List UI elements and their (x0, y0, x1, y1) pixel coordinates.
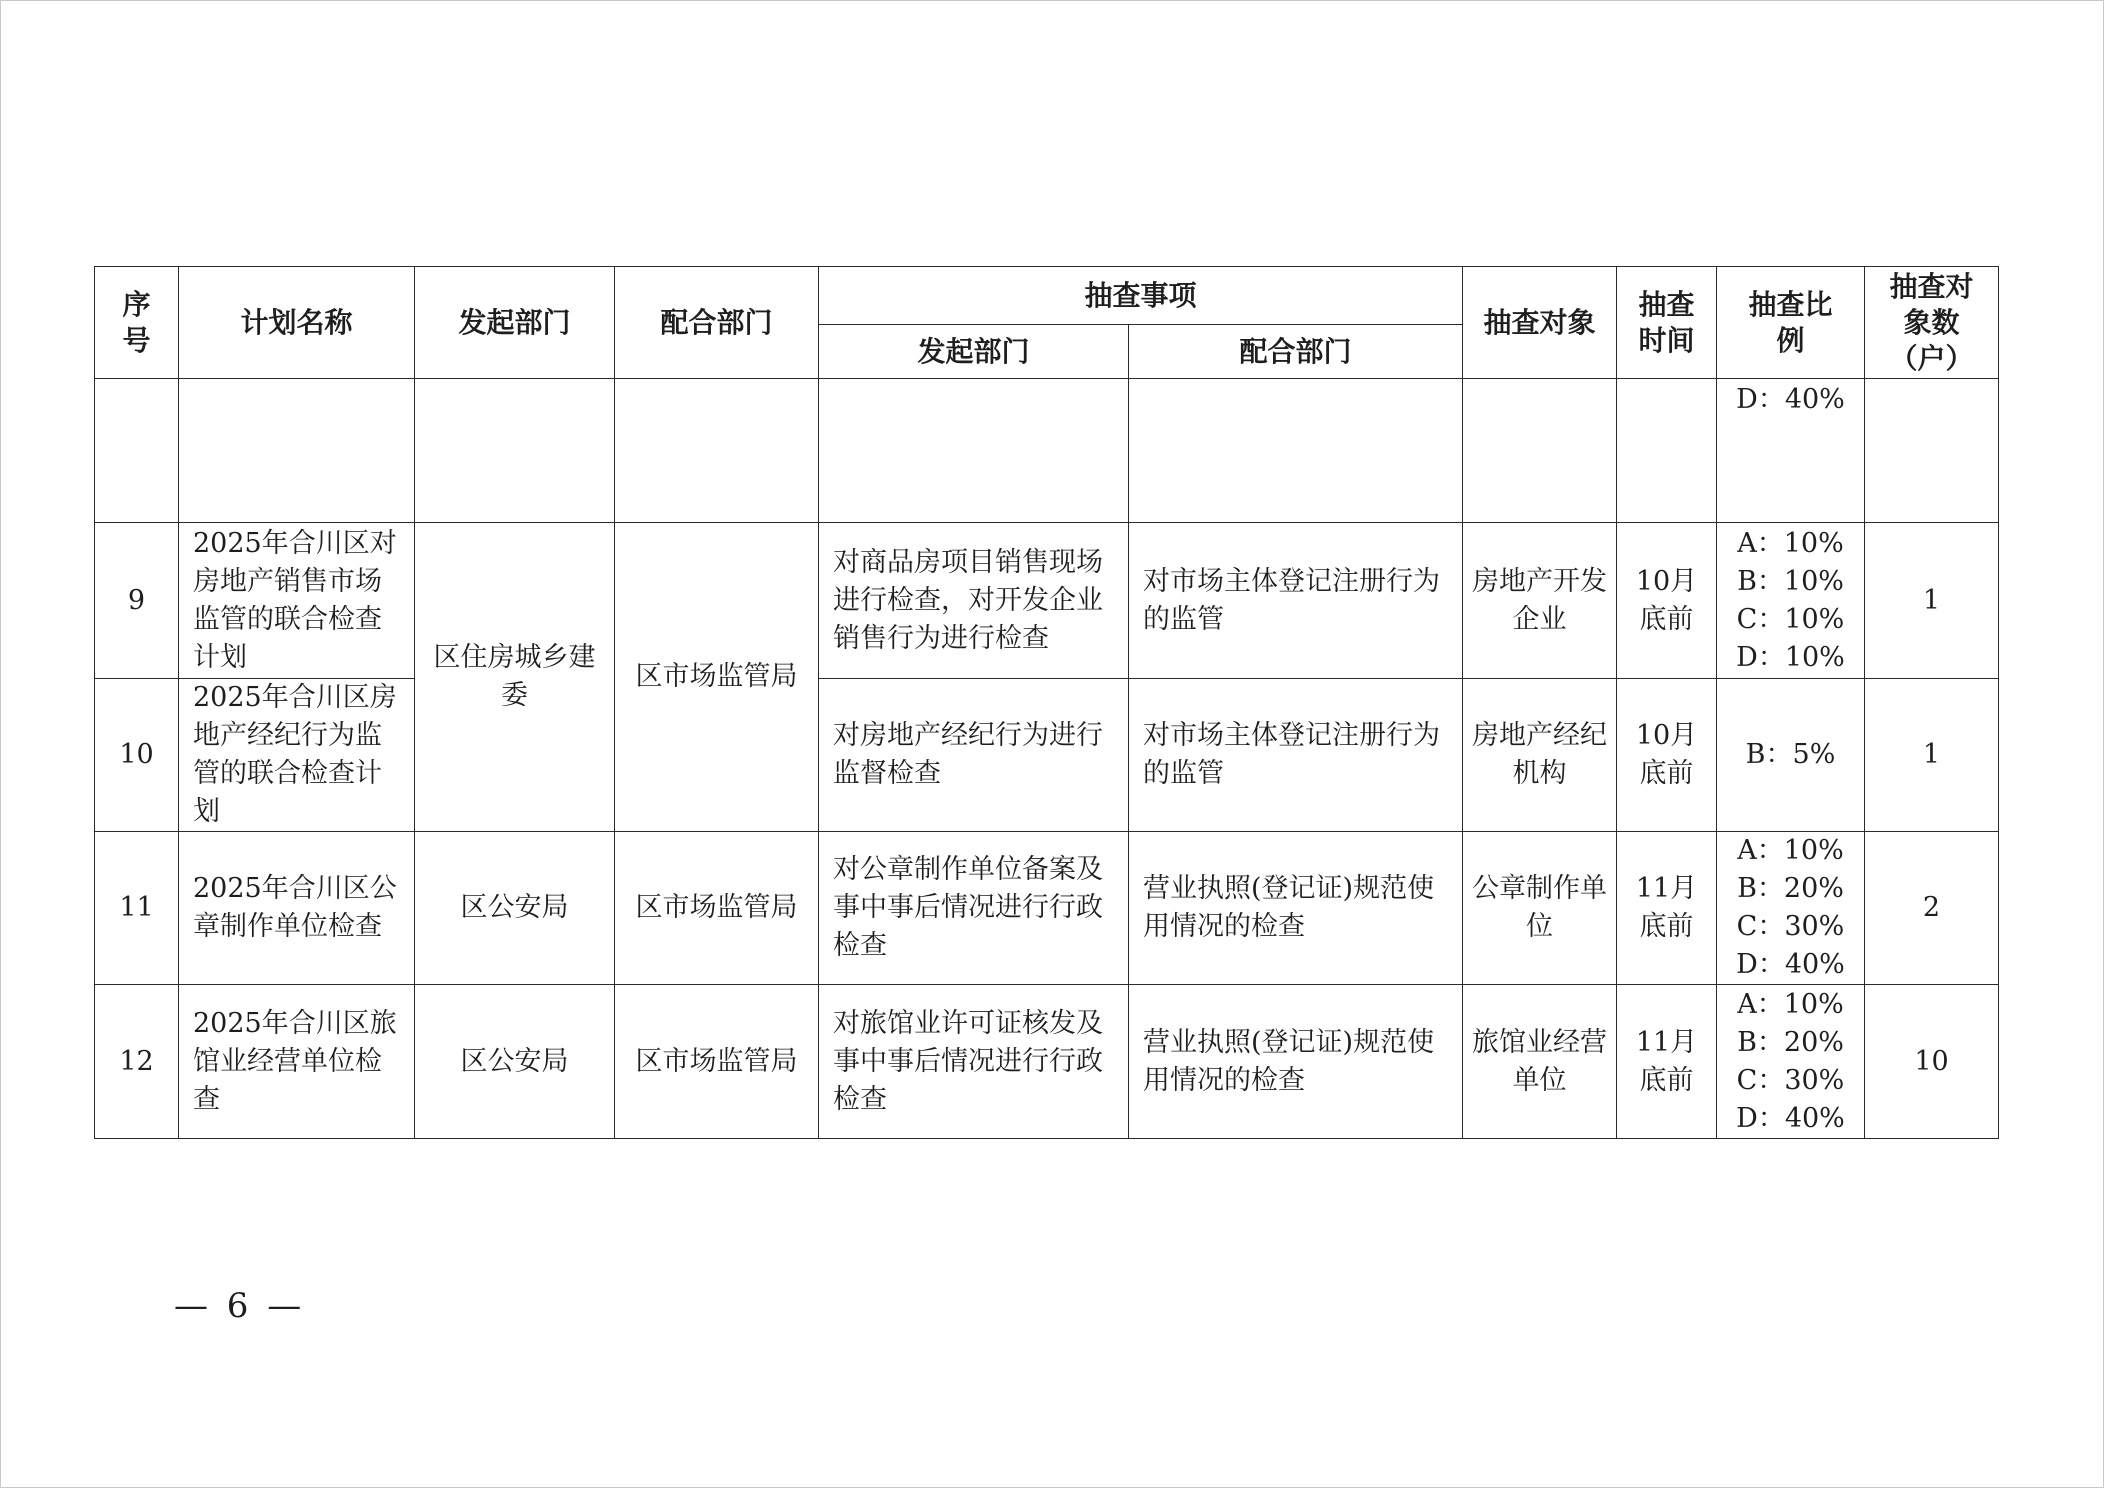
item-cooperator-cell: 营业执照(登记证)规范使用情况的检查 (1129, 832, 1463, 985)
ratio-line: B：10% (1737, 565, 1844, 597)
plan-name-cell: 2025年合川区公章制作单位检查 (179, 832, 415, 985)
item-cooperator-cell: 营业执照(登记证)规范使用情况的检查 (1129, 985, 1463, 1139)
initiator-cell: 区住房城乡建委 (415, 523, 615, 832)
ratio-line: C：30% (1736, 911, 1845, 942)
target-cell: 房地产开发企业 (1463, 523, 1617, 679)
ratio-line: C：30% (1736, 1064, 1845, 1096)
col-header-ratio: 抽查比例 (1717, 267, 1865, 379)
item-initiator-cell: 对旅馆业许可证核发及事中事后情况进行行政检查 (819, 985, 1129, 1139)
ratio-line: D：40% (1736, 1102, 1845, 1134)
col-header-initiator: 发起部门 (415, 267, 615, 379)
ratio-cell (1717, 832, 1865, 985)
count-cell: 2 (1865, 832, 1999, 985)
item-initiator-cell: 对公章制作单位备案及事中事后情况进行行政检查 (819, 832, 1129, 985)
seq-cell: 12 (95, 985, 179, 1139)
cooperator-cell: 区市场监管局 (615, 985, 819, 1139)
col-header-target: 抽查对象 (1463, 267, 1617, 379)
ratio-line: B：20% (1737, 1026, 1844, 1058)
cell-empty (1865, 379, 1999, 523)
cell-empty (1617, 379, 1717, 523)
table-row (95, 523, 1999, 679)
target-cell: 公章制作单位 (1463, 832, 1617, 985)
seq-cell: 11 (95, 832, 179, 985)
cell-empty (819, 379, 1129, 523)
initiator-cell: 区公安局 (415, 832, 615, 985)
ratio-line: B：5% (1745, 739, 1836, 770)
col-header-count: 抽查对象数（户） (1865, 267, 1999, 379)
cooperator-cell: 区市场监管局 (615, 523, 819, 832)
ratio-cell: D：40% (1717, 379, 1865, 523)
target-cell: 房地产经纪机构 (1463, 679, 1617, 832)
ratio-line: A：10% (1737, 527, 1844, 559)
plan-name-cell: 2025年合川区旅馆业经营单位检查 (179, 985, 415, 1139)
time-cell: 10月底前 (1617, 523, 1717, 679)
table-row-continued (95, 379, 1999, 523)
count-cell: 1 (1865, 679, 1999, 832)
item-initiator-cell: 对商品房项目销售现场进行检查，对开发企业销售行为进行检查 (819, 523, 1129, 679)
col-header-seq: 序号 (95, 267, 179, 379)
ratio-line: C：10% (1736, 603, 1845, 635)
col-header-time: 抽查时间 (1617, 267, 1717, 379)
col-header-plan-name: 计划名称 (179, 267, 415, 379)
ratio-line: A：10% (1737, 835, 1844, 866)
page-number: — 6 — (174, 1286, 306, 1326)
seq-cell: 10 (95, 679, 179, 832)
count-cell: 10 (1865, 985, 1999, 1139)
time-cell: 10月底前 (1617, 679, 1717, 832)
col-header-cooperator: 配合部门 (615, 267, 819, 379)
table-row (95, 985, 1999, 1139)
inspection-plan-table (94, 266, 1999, 1139)
seq-cell: 9 (95, 523, 179, 679)
cooperator-cell: 区市场监管局 (615, 832, 819, 985)
cell-empty (615, 379, 819, 523)
plan-name-cell: 2025年合川区对房地产销售市场监管的联合检查计划 (179, 523, 415, 679)
col-header-items-cooperator: 配合部门 (1129, 325, 1463, 379)
ratio-cell (1717, 523, 1865, 679)
table-row (95, 832, 1999, 985)
cell-empty (95, 379, 179, 523)
item-initiator-cell: 对房地产经纪行为进行监督检查 (819, 679, 1129, 832)
cell-empty (415, 379, 615, 523)
col-header-items-initiator: 发起部门 (819, 325, 1129, 379)
initiator-cell: 区公安局 (415, 985, 615, 1139)
ratio-line: B：20% (1737, 873, 1844, 904)
time-cell: 11月底前 (1617, 985, 1717, 1139)
ratio-line: D：10% (1736, 641, 1845, 673)
ratio-line: A：10% (1737, 988, 1844, 1020)
cell-empty (1463, 379, 1617, 523)
count-cell: 1 (1865, 523, 1999, 679)
header-row (95, 267, 1999, 325)
ratio-cell (1717, 985, 1865, 1139)
col-header-items: 抽查事项 (819, 267, 1463, 325)
plan-name-cell: 2025年合川区房地产经纪行为监管的联合检查计划 (179, 679, 415, 832)
table-row (95, 679, 1999, 832)
ratio-cell (1717, 679, 1865, 832)
time-cell: 11月底前 (1617, 832, 1717, 985)
ratio-line: D：40% (1736, 949, 1845, 980)
item-cooperator-cell: 对市场主体登记注册行为的监管 (1129, 679, 1463, 832)
target-cell: 旅馆业经营单位 (1463, 985, 1617, 1139)
cell-empty (179, 379, 415, 523)
cell-empty (1129, 379, 1463, 523)
item-cooperator-cell: 对市场主体登记注册行为的监管 (1129, 523, 1463, 679)
